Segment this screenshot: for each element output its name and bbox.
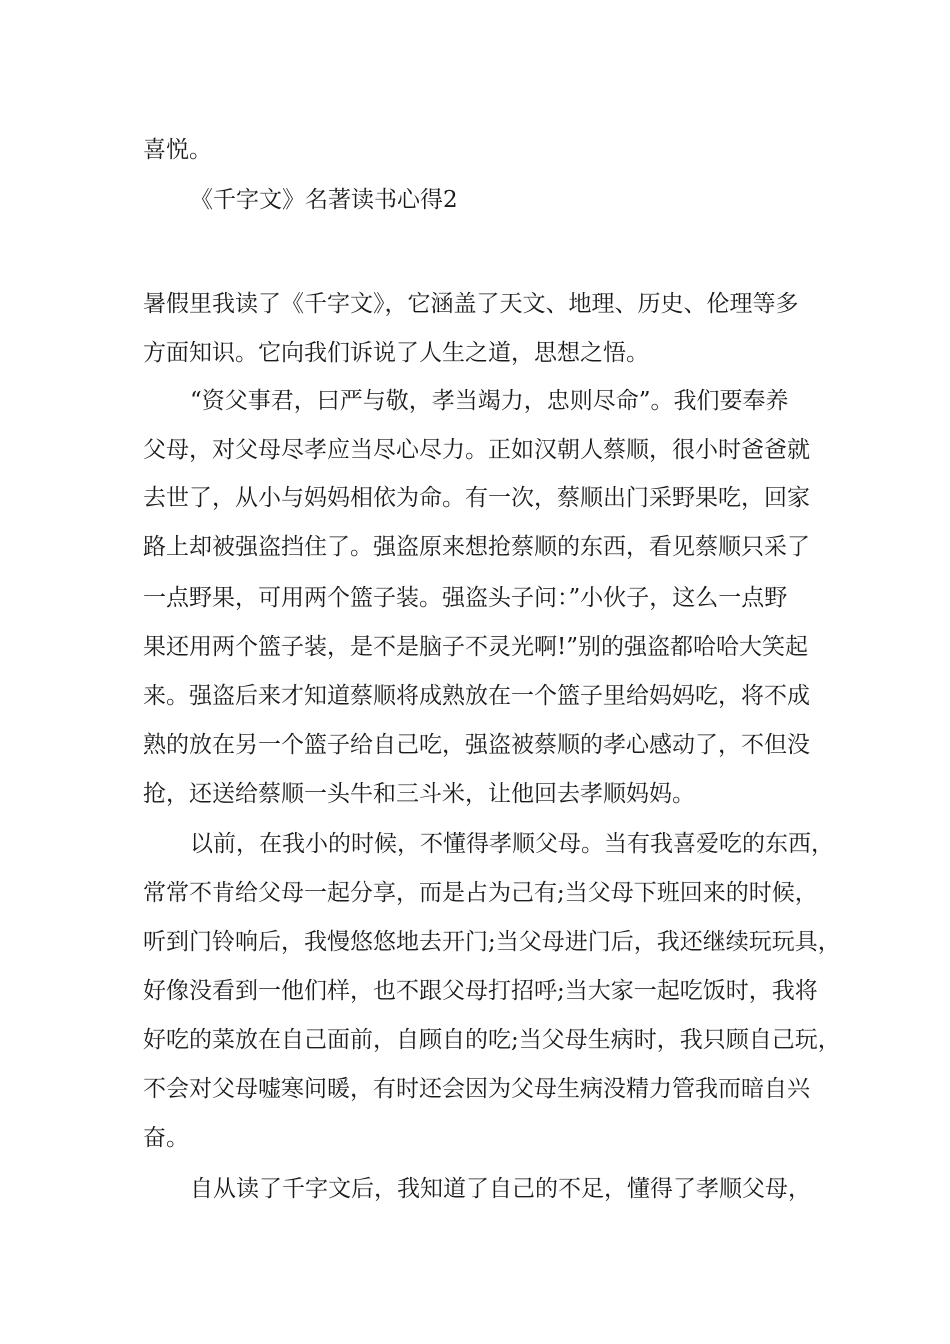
paragraph-line: 路上却被强盗挡住了。强盗原来想抢蔡顺的东西，看见蔡顺只采了: [143, 534, 810, 560]
paragraph-line: 方面知识。它向我们诉说了人生之道，思想之悟。: [143, 340, 649, 366]
paragraph-line: 好像没看到一他们样，也不跟父母打招呼;当大家一起吃饭时，我将: [143, 978, 818, 1004]
paragraph-line: 好吃的菜放在自己面前，自顾自的吃;当父母生病时，我只顾自己玩，: [143, 1027, 841, 1053]
paragraph-line: 一点野果，可用两个篮子装。强盗头子问：”小伙子，这么一点野: [143, 585, 788, 611]
paragraph-line: 奋。: [143, 1125, 189, 1151]
paragraph-line: 抢，还送给蔡顺一头牛和三斗米，让他回去孝顺妈妈。: [143, 781, 695, 807]
paragraph-line: 以前，在我小的时候，不懂得孝顺父母。当有我喜爱吃的东西，: [190, 831, 834, 857]
paragraph-line: 果还用两个篮子装，是不是脑子不灵光啊!”别的强盗都哈哈大笑起: [143, 634, 809, 660]
paragraph-line: 喜悦。: [143, 137, 212, 163]
paragraph-line: 听到门铃响后，我慢悠悠地去开门;当父母进门后，我还继续玩玩具，: [143, 929, 841, 955]
paragraph-line: 自从读了千字文后，我知道了自己的不足，懂得了孝顺父母，: [190, 1176, 811, 1202]
paragraph-line: 暑假里我读了《千字文》，它涵盖了天文、地理、历史、伦理等多: [143, 291, 799, 317]
paragraph-line: 来。强盗后来才知道蔡顺将成熟放在一个篮子里给妈妈吃，将不成: [143, 683, 810, 709]
paragraph-line: 不会对父母嘘寒问暖，有时还会因为父母生病没精力管我而暗自兴: [143, 1076, 810, 1102]
paragraph-line: 去世了，从小与妈妈相依为命。有一次，蔡顺出门采野果吃，回家: [143, 485, 810, 511]
paragraph-line: 父母，对父母尽孝应当尽心尽力。正如汉朝人蔡顺，很小时爸爸就: [143, 437, 810, 463]
paragraph-line: 常常不肯给父母一起分享，而是占为己有;当父母下班回来的时候，: [143, 880, 818, 906]
paragraph-line: 熟的放在另一个篮子给自己吃，强盗被蔡顺的孝心感动了，不但没: [143, 732, 810, 758]
paragraph-line: “资父事君，曰严与敬，孝当竭力，忠则尽命”。我们要奉养: [190, 388, 789, 414]
section-heading: 《千字文》名著读书心得2: [190, 187, 458, 213]
